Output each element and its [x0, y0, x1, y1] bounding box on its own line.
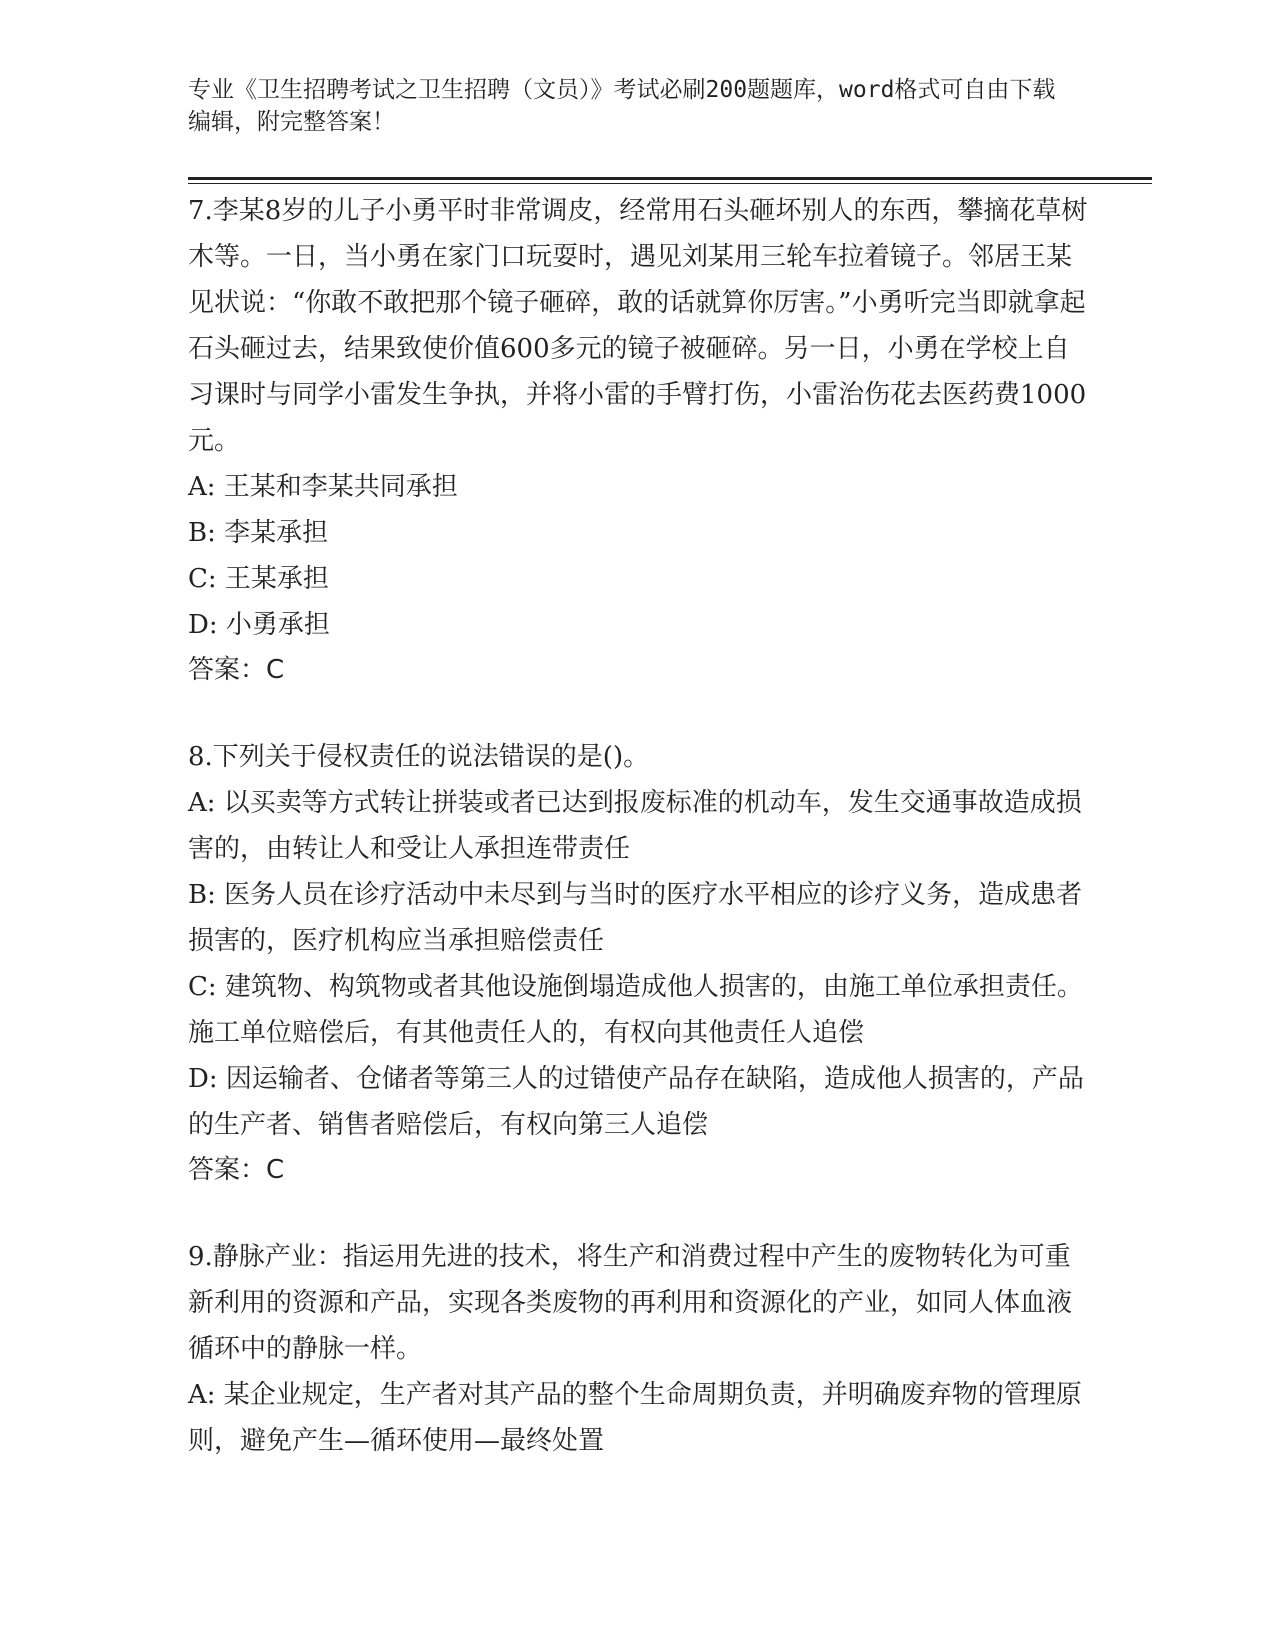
question-list: [188, 188, 1088, 1506]
question-block-8: [188, 734, 1088, 1192]
option-c: C: 王某承担: [188, 564, 329, 594]
option-c: C: 建筑物、构筑物或者其他设施倒塌造成他人损害的，由施工单位承担责任。施工单位赔偿后，有其他责任人的，有权向其他责任人追偿: [188, 972, 1083, 1048]
question-stem: 8.下列关于侵权责任的说法错误的是()。: [188, 742, 650, 772]
option-d: D: 小勇承担: [188, 610, 330, 640]
page-header-title: 专业《卫生招聘考试之卫生招聘（文员）》考试必刷200题题库，word格式可自由下载编辑，附完整答案！: [188, 77, 1056, 135]
option-b: B: 医务人员在诊疗活动中未尽到与当时的医疗水平相应的诊疗义务，造成患者损害的，医疗机构应当承担赔偿责任: [188, 880, 1083, 956]
header-rule-thick: [188, 177, 1152, 180]
header-rule-thin: [188, 183, 1152, 184]
option-a: A: 以买卖等方式转让拼装或者已达到报废标准的机动车，发生交通事故造成损害的，由转让人和受让人承担连带责任: [188, 788, 1082, 864]
question-block-9: [188, 1234, 1088, 1464]
option-a: A: 某企业规定，生产者对其产品的整个生命周期负责，并明确废弃物的管理原则，避免产生—循环使用—最终处置: [188, 1380, 1082, 1456]
answer-label: 答案：C: [188, 655, 285, 685]
question-stem: 9.静脉产业：指运用先进的技术，将生产和消费过程中产生的废物转化为可重新利用的资源和产品，实现各类废物的再利用和资源化的产业，如同人体血液循环中的静脉一样。: [188, 1242, 1073, 1364]
option-a: A: 王某和李某共同承担: [188, 472, 458, 502]
answer-label: 答案：C: [188, 1155, 285, 1185]
option-d: D: 因运输者、仓储者等第三人的过错使产品存在缺陷，造成他人损害的，产品的生产者、销售者赔偿后，有权向第三人追偿: [188, 1064, 1084, 1140]
question-block-7: [188, 188, 1088, 692]
question-stem: 7.李某8岁的儿子小勇平时非常调皮，经常用石头砸坏别人的东西，攀摘花草树木等。一日，当小勇在家门口玩耍时，遇见刘某用三轮车拉着镜子。邻居王某见状说：“你敢不敢把那个镜子砸碎，敢的话就算你厉害。”小勇听完当即就拿起石头砸过去，结果致使价值600多元的镜子被砸碎。另一日，小勇在学校上自习课时与同学小雷发生争执，并将小雷的手臂打伤，小雷治伤花去医药费1000元。: [188, 196, 1088, 456]
option-b: B: 李某承担: [188, 518, 329, 548]
